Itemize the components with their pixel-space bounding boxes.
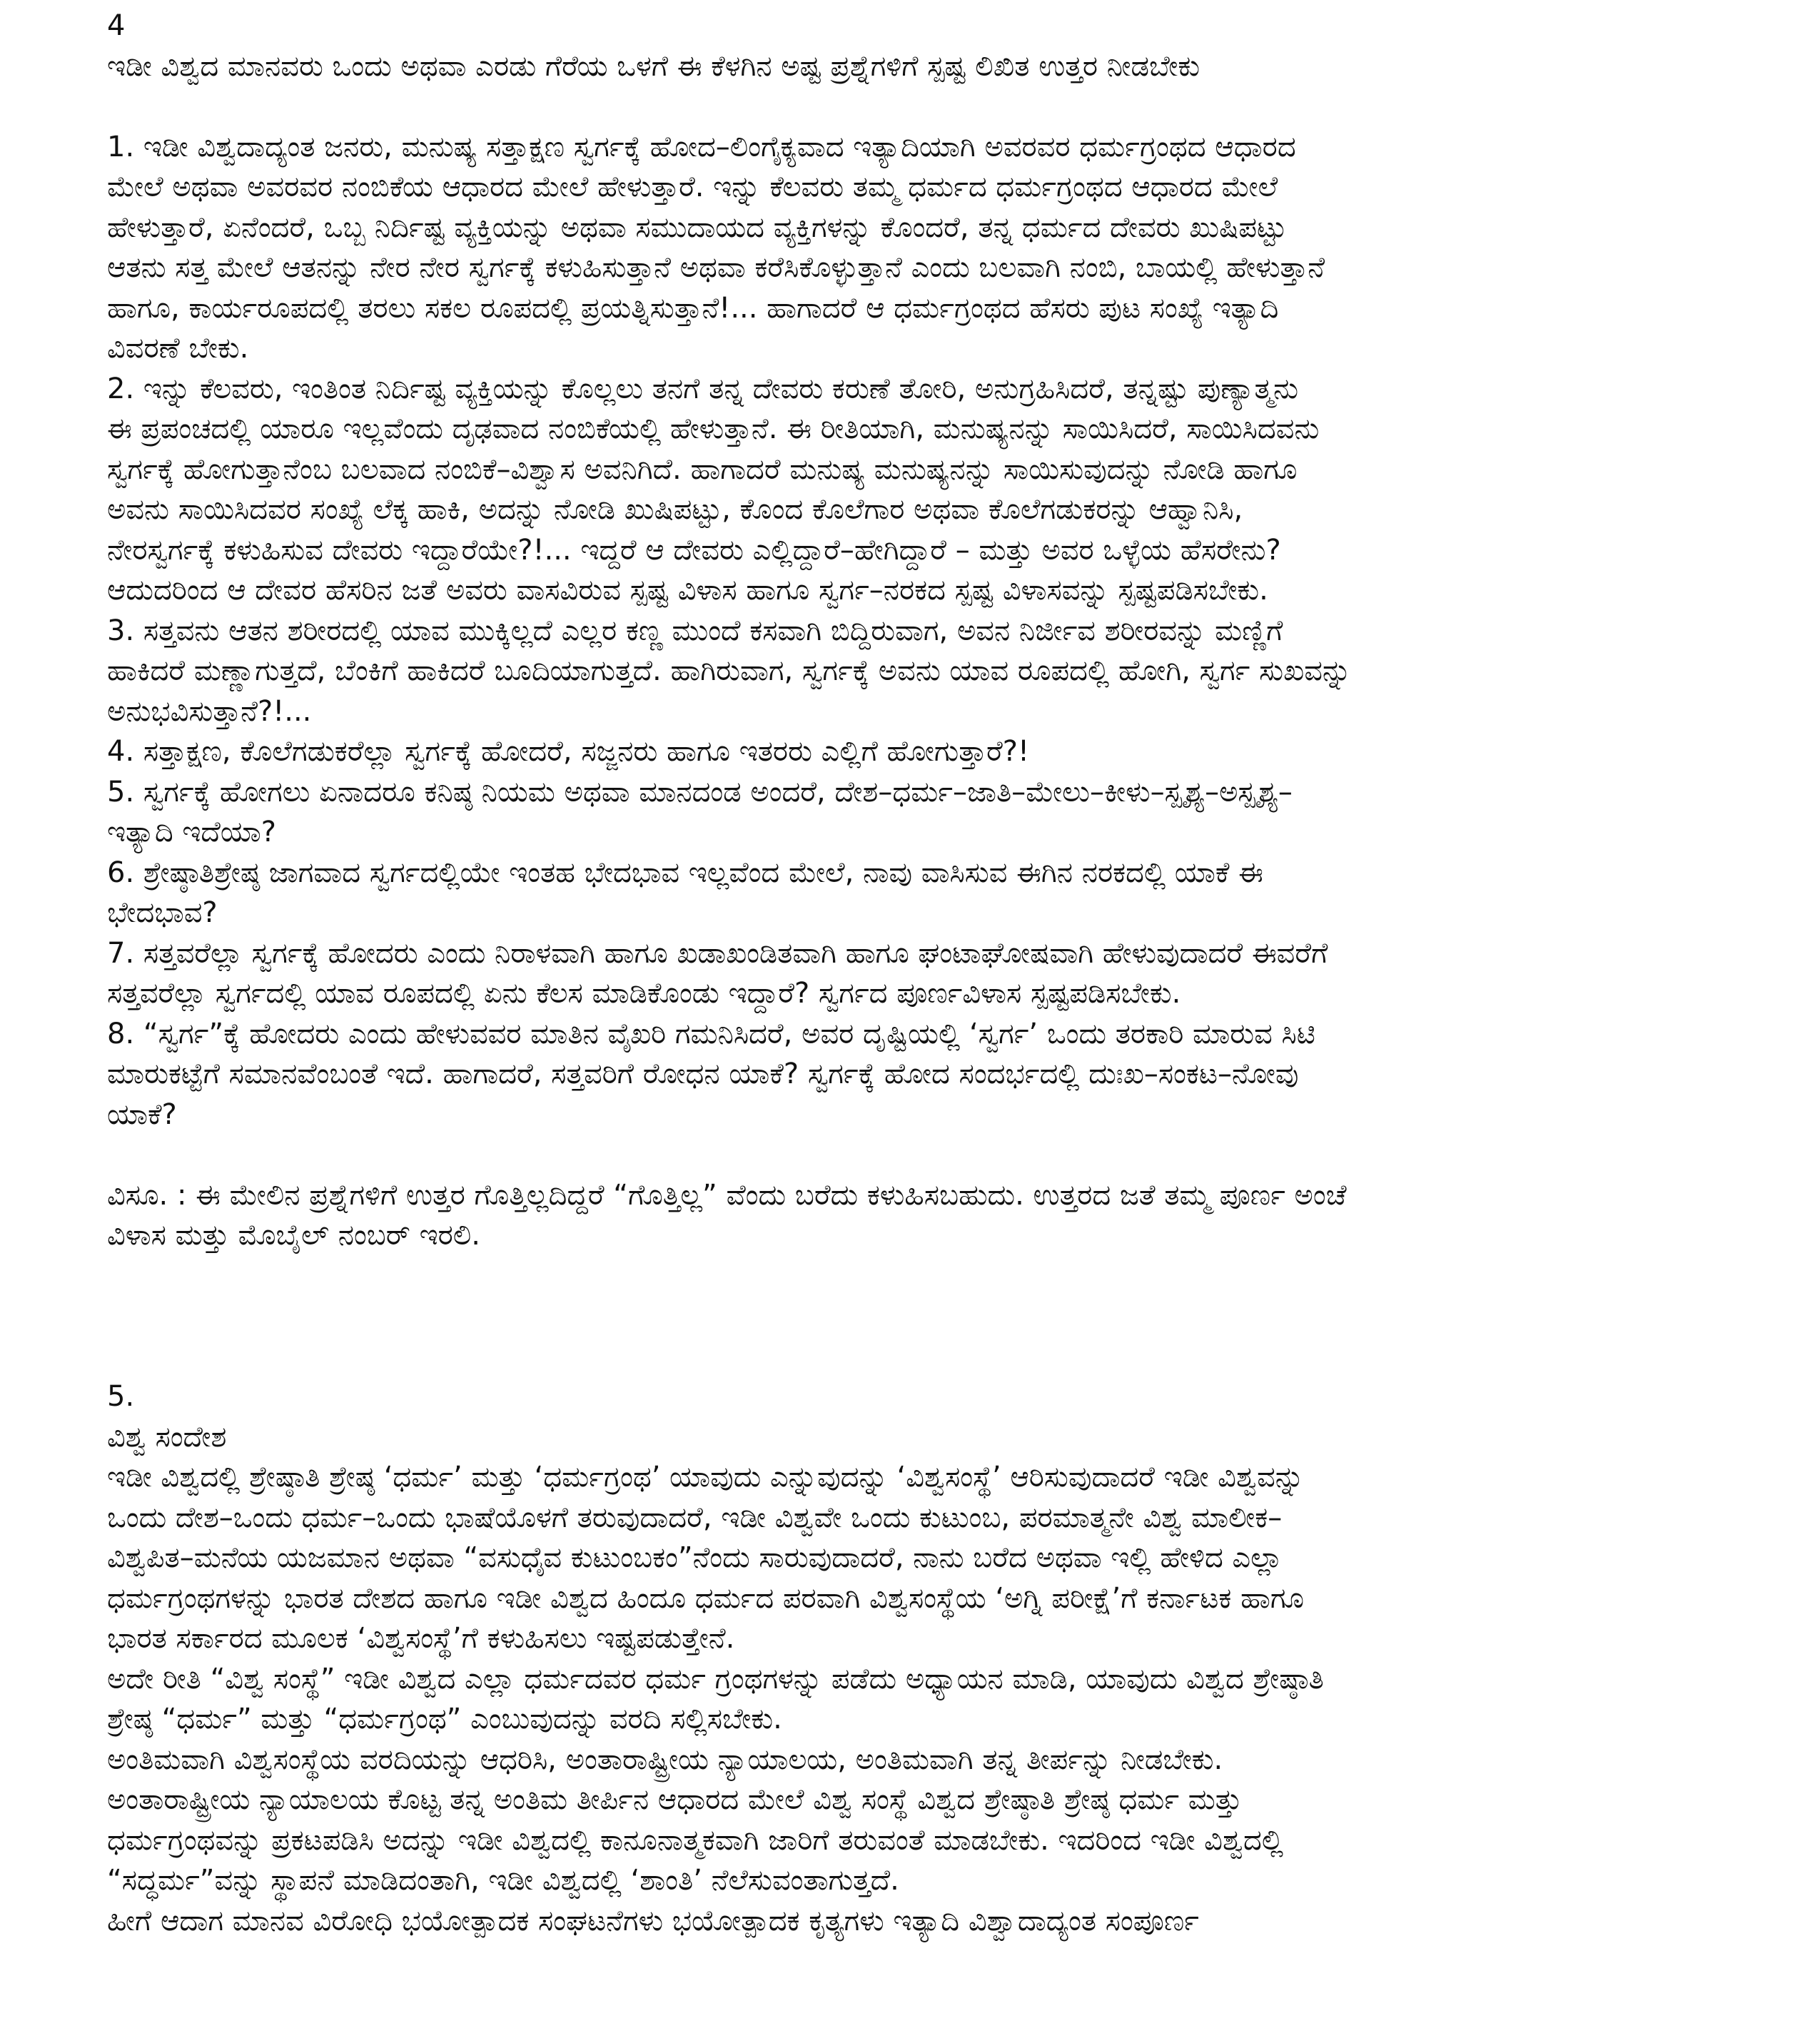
text-line: ಅದೇ ರೀತಿ “ವಿಶ್ವ ಸಂಸ್ಥೆ” ಇಡೀ ವಿಶ್ವದ ಎಲ್ಲಾ ಧರ್ಮದವರ ಧರ್ಮ ಗ್ರಂಥಗಳನ್ನು ಪಡೆದು ಅಧ್ಯಾಯನ ಮಾಡಿ, ಯಾವುದು ವಿಶ್ವದ ಶ್ರೇಷ್ಠಾತಿ bbox=[107, 1662, 1324, 1695]
text-line: ಹೇಳುತ್ತಾರೆ, ಏನೆಂದರೆ, ಒಬ್ಬ ನಿರ್ದಿಷ್ಟ ವ್ಯಕ್ತಿಯನ್ನು ಅಥವಾ ಸಮುದಾಯದ ವ್ಯಕ್ತಿಗಳನ್ನು ಕೊಂದರೆ, ತನ್ನ ಧರ್ಮದ ದೇವರು ಖುಷಿಪಟ್ಟು bbox=[107, 211, 1287, 244]
section-4-number: 4 bbox=[107, 9, 126, 42]
text-line: 8. “ಸ್ವರ್ಗ”ಕ್ಕೆ ಹೋದರು ಎಂದು ಹೇಳುವವರ ಮಾತಿನ ವೈಖರಿ ಗಮನಿಸಿದರೆ, ಅವರ ದೃಷ್ಟಿಯಲ್ಲಿ ‘ಸ್ವರ್ಗ’ ಒಂದು ತರಕಾರಿ ಮಾರುವ ಸಿಟಿ bbox=[107, 1017, 1315, 1050]
text-line: ಹಾಗೂ, ಕಾರ್ಯರೂಪದಲ್ಲಿ ತರಲು ಸಕಲ ರೂಪದಲ್ಲಿ ಪ್ರಯತ್ನಿಸುತ್ತಾನೆ!... ಹಾಗಾದರೆ ಆ ಧರ್ಮಗ್ರಂಥದ ಹೆಸರು ಪುಟ ಸಂಖ್ಯೆ ಇತ್ಯಾದಿ bbox=[107, 291, 1279, 325]
blank-line bbox=[107, 1135, 1713, 1175]
text-line: ಯಾಕೆ? bbox=[107, 1097, 177, 1131]
text-line: ಆದುದರಿಂದ ಆ ದೇವರ ಹೆಸರಿನ ಜತೆ ಅವರು ವಾಸವಿರುವ ಸ್ಪಷ್ಟ ವಿಳಾಸ ಹಾಗೂ ಸ್ವರ್ಗ–ನರಕದ ಸ್ಪಷ್ಟ ವಿಳಾಸವನ್ನು ಸ್ಪಷ್ಟಪಡಿಸಬೇಕು. bbox=[107, 574, 1268, 607]
text-line: ಭಾರತ ಸರ್ಕಾರದ ಮೂಲಕ ‘ವಿಶ್ವಸಂಸ್ಥೆ’ಗೆ ಕಳುಹಿಸಲು ಇಷ್ಟಪಡುತ್ತೇನೆ. bbox=[107, 1622, 735, 1655]
section-4-intro: ಇಡೀ ವಿಶ್ವದ ಮಾನವರು ಒಂದು ಅಥವಾ ಎರಡು ಗೆರೆಯ ಒಳಗೆ ಈ ಕೆಳಗಿನ ಅಷ್ಟ ಪ್ರಶ್ನೆಗಳಿಗೆ ಸ್ಪಷ್ಟ ಲಿಖಿತ ಉತ್ತರ ನೀಡಬೇಕು bbox=[107, 49, 1200, 83]
blank-line bbox=[107, 86, 1713, 127]
section-5-number: 5. bbox=[107, 1380, 135, 1413]
text-line: ಸ್ವರ್ಗಕ್ಕೆ ಹೋಗುತ್ತಾನೆಂಬ ಬಲವಾದ ನಂಬಿಕೆ–ವಿಶ್ವಾಸ ಅವನಿಗಿದೆ. ಹಾಗಾದರೆ ಮನುಷ್ಯ ಮನುಷ್ಯನನ್ನು ಸಾಯಿಸುವುದನ್ನು ನೋಡಿ ಹಾಗೂ bbox=[107, 452, 1298, 486]
text-line: 6. ಶ್ರೇಷ್ಠಾತಿಶ್ರೇಷ್ಠ ಜಾಗವಾದ ಸ್ವರ್ಗದಲ್ಲಿಯೇ ಇಂತಹ ಭೇದಭಾವ ಇಲ್ಲವೆಂದ ಮೇಲೆ, ನಾವು ವಾಸಿಸುವ ಈಗಿನ ನರಕದಲ್ಲಿ ಯಾಕೆ ಈ bbox=[107, 856, 1263, 889]
text-line: ಶ್ರೇಷ್ಠ “ಧರ್ಮ” ಮತ್ತು “ಧರ್ಮಗ್ರಂಥ” ಎಂಬುವುದನ್ನು ವರದಿ ಸಲ್ಲಿಸಬೇಕು. bbox=[107, 1703, 782, 1735]
question-2 bbox=[107, 369, 1713, 611]
text-line: ಇಡೀ ವಿಶ್ವದಲ್ಲಿ ಶ್ರೇಷ್ಠಾತಿ ಶ್ರೇಷ್ಠ ‘ಧರ್ಮ’ ಮತ್ತು ‘ಧರ್ಮಗ್ರಂಥ’ ಯಾವುದು ಎನ್ನುವುದನ್ನು ‘ವಿಶ್ವಸಂಸ್ಥೆ’ ಆರಿಸುವುದಾದರೆ ಇಡೀ ವಿಶ್ವವನ್ನು bbox=[107, 1461, 1305, 1494]
text-line: 7. ಸತ್ತವರೆಲ್ಲಾ ಸ್ವರ್ಗಕ್ಕೆ ಹೋದರು ಎಂದು ನಿರಾಳವಾಗಿ ಹಾಗೂ ಖಡಾಖಂಡಿತವಾಗಿ ಹಾಗೂ ಘಂಟಾಘೋಷವಾಗಿ ಹೇಳುವುದಾದರೆ ಈವರೆಗೆ bbox=[107, 936, 1328, 970]
text-line: ಮಾರುಕಟ್ಟೆಗೆ ಸಮಾನವೆಂಬಂತೆ ಇದೆ. ಹಾಗಾದರೆ, ಸತ್ತವರಿಗೆ ರೋಧನ ಯಾಕೆ? ಸ್ವರ್ಗಕ್ಕೆ ಹೋದ ಸಂದರ್ಭದಲ್ಲಿ ದುಃಖ–ಸಂಕಟ–ನೋವು bbox=[107, 1058, 1299, 1090]
text-line: ಧರ್ಮಗ್ರಂಥವನ್ನು ಪ್ರಕಟಪಡಿಸಿ ಅದನ್ನು ಇಡೀ ವಿಶ್ವದಲ್ಲಿ ಕಾನೂನಾತ್ಮಕವಾಗಿ ಜಾರಿಗೆ ತರುವಂತೆ ಮಾಡಬೇಕು. ಇದರಿಂದ ಇಡೀ ವಿಶ್ವದಲ್ಲಿ bbox=[107, 1823, 1284, 1857]
question-5 bbox=[107, 772, 1713, 853]
text-line: ಭೇದಭಾವ? bbox=[107, 896, 218, 929]
text-line: ವಿವರಣೆ ಬೇಕು. bbox=[107, 332, 249, 365]
question-7 bbox=[107, 933, 1713, 1014]
question-3 bbox=[107, 611, 1713, 732]
note-paragraph bbox=[107, 1175, 1713, 1256]
section-5-body bbox=[107, 1457, 1713, 1941]
text-line: 3. ಸತ್ತವನು ಆತನ ಶರೀರದಲ್ಲಿ ಯಾವ ಮುಕ್ಕಿಲ್ಲದೆ ಎಲ್ಲರ ಕಣ್ಣ ಮುಂದೆ ಕಸವಾಗಿ ಬಿದ್ದಿರುವಾಗ, ಅವನ ನಿರ್ಜೀವ ಶರೀರವನ್ನು ಮಣ್ಣಿಗೆ bbox=[107, 614, 1283, 647]
blank-space bbox=[107, 1256, 1713, 1377]
text-line: ಹಾಕಿದರೆ ಮಣ್ಣಾಗುತ್ತದೆ, ಬೆಂಕಿಗೆ ಹಾಕಿದರೆ ಬೂದಿಯಾಗುತ್ತದೆ. ಹಾಗಿರುವಾಗ, ಸ್ವರ್ಗಕ್ಕೆ ಅವನು ಯಾವ ರೂಪದಲ್ಲಿ ಹೋಗಿ, ಸ್ವರ್ಗ ಸುಖವನ್ನು bbox=[107, 654, 1352, 687]
document-page bbox=[107, 6, 1713, 1941]
text-line: ನೇರಸ್ವರ್ಗಕ್ಕೆ ಕಳುಹಿಸುವ ದೇವರು ಇದ್ದಾರೆಯೇ?!... ಇದ್ದರೆ ಆ ದೇವರು ಎಲ್ಲಿದ್ದಾರೆ–ಹೇಗಿದ್ದಾರೆ – ಮತ್ತು ಅವರ ಒಳ್ಳೆಯ ಹೆಸರೇನು? bbox=[107, 533, 1281, 567]
text-line: ಅಂತಾರಾಷ್ಟ್ರೀಯ ನ್ಯಾಯಾಲಯ ಕೊಟ್ಟ ತನ್ನ ಅಂತಿಮ ತೀರ್ಪಿನ ಆಧಾರದ ಮೇಲೆ ವಿಶ್ವ ಸಂಸ್ಥೆ ವಿಶ್ವದ ಶ್ರೇಷ್ಠಾತಿ ಶ್ರೇಷ್ಠ ಧರ್ಮ ಮತ್ತು bbox=[107, 1783, 1243, 1816]
section-5-title: ವಿಶ್ವ ಸಂದೇಶ bbox=[107, 1420, 227, 1454]
question-1 bbox=[107, 127, 1713, 369]
text-line: ಅಂತಿಮವಾಗಿ ವಿಶ್ವಸಂಸ್ಥೆಯ ವರದಿಯನ್ನು ಆಧರಿಸಿ, ಅಂತಾರಾಷ್ಟ್ರೀಯ ನ್ಯಾಯಾಲಯ, ಅಂತಿಮವಾಗಿ ತನ್ನ ತೀರ್ಪನ್ನು ನೀಡಬೇಕು. bbox=[107, 1743, 1223, 1776]
question-4 bbox=[107, 731, 1713, 772]
text-line: ಅವನು ಸಾಯಿಸಿದವರ ಸಂಖ್ಯೆ ಲೆಕ್ಕ ಹಾಕಿ, ಅದನ್ನು ನೋಡಿ ಖುಷಿಪಟ್ಟು, ಕೊಂದ ಕೊಲೆಗಾರ ಅಥವಾ ಕೊಲೆಗಡುಕರನ್ನು ಆಹ್ವಾನಿಸಿ, bbox=[107, 493, 1243, 526]
text-line: “ಸದ್ಧರ್ಮ”ವನ್ನು ಸ್ಥಾಪನೆ ಮಾಡಿದಂತಾಗಿ, ಇಡೀ ವಿಶ್ವದಲ್ಲಿ ‘ಶಾಂತಿ’ ನೆಲೆಸುವಂತಾಗುತ್ತದೆ. bbox=[107, 1864, 899, 1897]
text-line: ಹೀಗೆ ಆದಾಗ ಮಾನವ ವಿರೋಧಿ ಭಯೋತ್ಪಾದಕ ಸಂಘಟನೆಗಳು ಭಯೋತ್ಪಾದಕ ಕೃತ್ಯಗಳು ಇತ್ಯಾದಿ ವಿಶ್ವಾದಾದ್ಯಂತ ಸಂಪೂರ್ಣ bbox=[107, 1904, 1199, 1937]
text-line: ಮೇಲೆ ಅಥವಾ ಅವರವರ ನಂಬಿಕೆಯ ಆಧಾರದ ಮೇಲೆ ಹೇಳುತ್ತಾರೆ. ಇನ್ನು ಕೆಲವರು ತಮ್ಮ ಧರ್ಮದ ಧರ್ಮಗ್ರಂಥದ ಆಧಾರದ ಮೇಲೆ bbox=[107, 171, 1278, 203]
text-line: ಇತ್ಯಾದಿ ಇದೆಯಾ? bbox=[107, 816, 277, 848]
text-line: ವಿಳಾಸ ಮತ್ತು ಮೊಬೈಲ್ ನಂಬರ್ ಇರಲಿ. bbox=[107, 1219, 480, 1252]
text-line: 1. ಇಡೀ ವಿಶ್ವದಾದ್ಯಂತ ಜನರು, ಮನುಷ್ಯ ಸತ್ತಾಕ್ಷಣ ಸ್ವರ್ಗಕ್ಕೆ ಹೋದ–ಲಿಂಗೈಕ್ಯವಾದ ಇತ್ಯಾದಿಯಾಗಿ ಅವರವರ ಧರ್ಮಗ್ರಂಥದ ಆಧಾರದ bbox=[107, 130, 1296, 163]
text-line: 5. ಸ್ವರ್ಗಕ್ಕೆ ಹೋಗಲು ಏನಾದರೂ ಕನಿಷ್ಠ ನಿಯಮ ಅಥವಾ ಮಾನದಂಡ ಅಂದರೆ, ದೇಶ–ಧರ್ಮ–ಜಾತಿ–ಮೇಲು–ಕೀಳು–ಸ್ಪೃಶ್ಯ–ಅಸ್ಪೃಶ್ಯ– bbox=[107, 775, 1293, 808]
text-line: ಧರ್ಮಗ್ರಂಥಗಳನ್ನು ಭಾರತ ದೇಶದ ಹಾಗೂ ಇಡೀ ವಿಶ್ವದ ಹಿಂದೂ ಧರ್ಮದ ಪರವಾಗಿ ವಿಶ್ವಸಂಸ್ಥೆಯ ‘ಅಗ್ನಿ ಪರೀಕ್ಷೆ’ಗೆ ಕರ್ನಾಟಕ ಹಾಗೂ bbox=[107, 1581, 1305, 1615]
text-line: ವಿಸೂ. : ಈ ಮೇಲಿನ ಪ್ರಶ್ನೆಗಳಿಗೆ ಉತ್ತರ ಗೊತ್ತಿಲ್ಲದಿದ್ದರೆ “ಗೊತ್ತಿಲ್ಲ” ವೆಂದು ಬರೆದು ಕಳುಹಿಸಬಹುದು. ಉತ್ತರದ ಜತೆ ತಮ್ಮ ಪೂರ್ಣ ಅಂಚೆ bbox=[107, 1178, 1347, 1212]
text-line: ಒಂದು ದೇಶ–ಒಂದು ಧರ್ಮ–ಒಂದು ಭಾಷೆಯೊಳಗೆ ತರುವುದಾದರೆ, ಇಡೀ ವಿಶ್ವವೇ ಒಂದು ಕುಟುಂಬ, ಪರಮಾತ್ಮನೇ ವಿಶ್ವ ಮಾಲೀಕ– bbox=[107, 1501, 1283, 1534]
text-line: ಅನುಭವಿಸುತ್ತಾನೆ?!... bbox=[107, 694, 312, 728]
question-6 bbox=[107, 853, 1713, 933]
text-line: 4. ಸತ್ತಾಕ್ಷಣ, ಕೊಲೆಗಡುಕರೆಲ್ಲಾ ಸ್ವರ್ಗಕ್ಕೆ ಹೋದರೆ, ಸಜ್ಜನರು ಹಾಗೂ ಇತರರು ಎಲ್ಲಿಗೆ ಹೋಗುತ್ತಾರೆ?! bbox=[107, 735, 1030, 768]
text-line: ವಿಶ್ವಪಿತ–ಮನೆಯ ಯಜಮಾನ ಅಥವಾ “ವಸುಧೈವ ಕುಟುಂಬಕಂ”ನೆಂದು ಸಾರುವುದಾದರೆ, ನಾನು ಬರೆದ ಅಥವಾ ಇಲ್ಲಿ ಹೇಳಿದ ಎಲ್ಲಾ bbox=[107, 1541, 1283, 1574]
text-line: 2. ಇನ್ನು ಕೆಲವರು, ಇಂತಿಂತ ನಿರ್ದಿಷ್ಟ ವ್ಯಕ್ತಿಯನ್ನು ಕೊಲ್ಲಲು ತನಗೆ ತನ್ನ ದೇವರು ಕರುಣೆ ತೋರಿ, ಅನುಗ್ರಹಿಸಿದರೆ, ತನ್ನಷ್ಟು ಪುಣ್ಯಾತ್ಮನು bbox=[107, 372, 1299, 405]
text-line: ಆತನು ಸತ್ತ ಮೇಲೆ ಆತನನ್ನು ನೇರ ನೇರ ಸ್ವರ್ಗಕ್ಕೆ ಕಳುಹಿಸುತ್ತಾನೆ ಅಥವಾ ಕರೆಸಿಕೊಳ್ಳುತ್ತಾನೆ ಎಂದು ಬಲವಾಗಿ ನಂಬಿ, ಬಾಯಲ್ಲಿ ಹೇಳುತ್ತಾನೆ bbox=[107, 251, 1325, 284]
question-8 bbox=[107, 1014, 1713, 1135]
text-line: ಸತ್ತವರೆಲ್ಲಾ ಸ್ವರ್ಗದಲ್ಲಿ ಯಾವ ರೂಪದಲ್ಲಿ ಏನು ಕೆಲಸ ಮಾಡಿಕೊಂಡು ಇದ್ದಾರೆ? ಸ್ವರ್ಗದ ಪೂರ್ಣವಿಳಾಸ ಸ್ಪಷ್ಟಪಡಿಸಬೇಕು. bbox=[107, 977, 1181, 1010]
text-line: ಈ ಪ್ರಪಂಚದಲ್ಲಿ ಯಾರೂ ಇಲ್ಲವೆಂದು ದೃಢವಾದ ನಂಬಿಕೆಯಲ್ಲಿ ಹೇಳುತ್ತಾನೆ. ಈ ರೀತಿಯಾಗಿ, ಮನುಷ್ಯನನ್ನು ಸಾಯಿಸಿದರೆ, ಸಾಯಿಸಿದವನು bbox=[107, 412, 1320, 445]
